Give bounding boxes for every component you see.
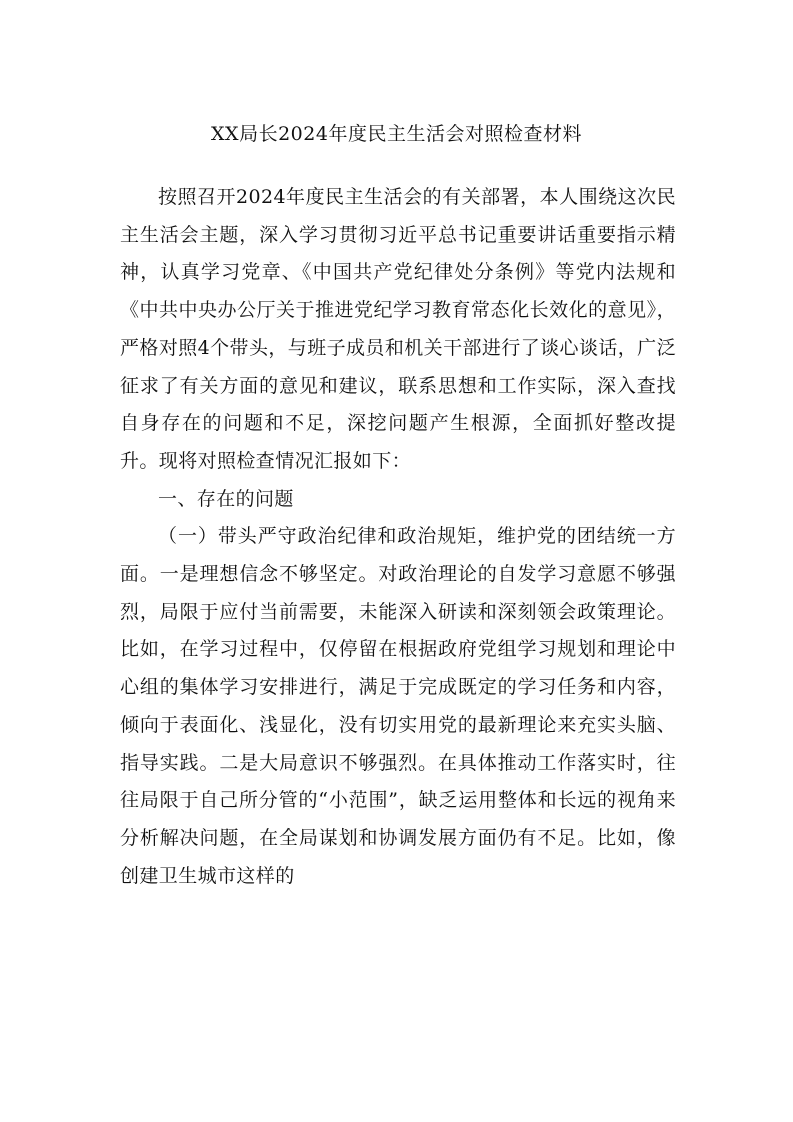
document-body: [120, 179, 676, 895]
problem-paragraph-1: （一）带头严守政治纪律和政治规矩，维护党的团结统一方面。一是理想信念不够坚定。对政治理论的自发学习意愿不够强烈，局限于应付当前需要，未能深入研读和深刻领会政策理论。比如，在学习过程中，仅停留在根据政府党组学习规划和理论中心组的集体学习安排进行，满足于完成既定的学习任务和内容，倾向于表面化、浅显化，没有切实用党的最新理论来充实头脑、指导实践。二是大局意识不够强烈。在具体推动工作落实时，往往局限于自己所分管的“小范围”，缺乏运用整体和长远的视角来分析解决问题，在全局谋划和协调发展方面仍有不足。比如，像创建卫生城市这样的: [120, 525, 676, 887]
section-heading-problems: 一、存在的问题: [158, 487, 294, 510]
document-title: XX局长2024年度民主生活会对照检查材料: [211, 123, 582, 145]
intro-paragraph: 按照召开2024年度民主生活会的有关部署，本人围绕这次民主生活会主题，深入学习贯彻习近平总书记重要讲话重要指示精神，认真学习党章、《中国共产党纪律处分条例》等党内法规和《中共中央办公厅关于推进党纪学习教育常态化长效化的意见》，严格对照4个带头，与班子成员和机关干部进行了谈心谈话，广泛征求了有关方面的意见和建议，联系思想和工作实际，深入查找自身存在的问题和不足，深挖问题产生根源，全面抓好整改提升。现将对照检查情况汇报如下：: [120, 186, 676, 472]
